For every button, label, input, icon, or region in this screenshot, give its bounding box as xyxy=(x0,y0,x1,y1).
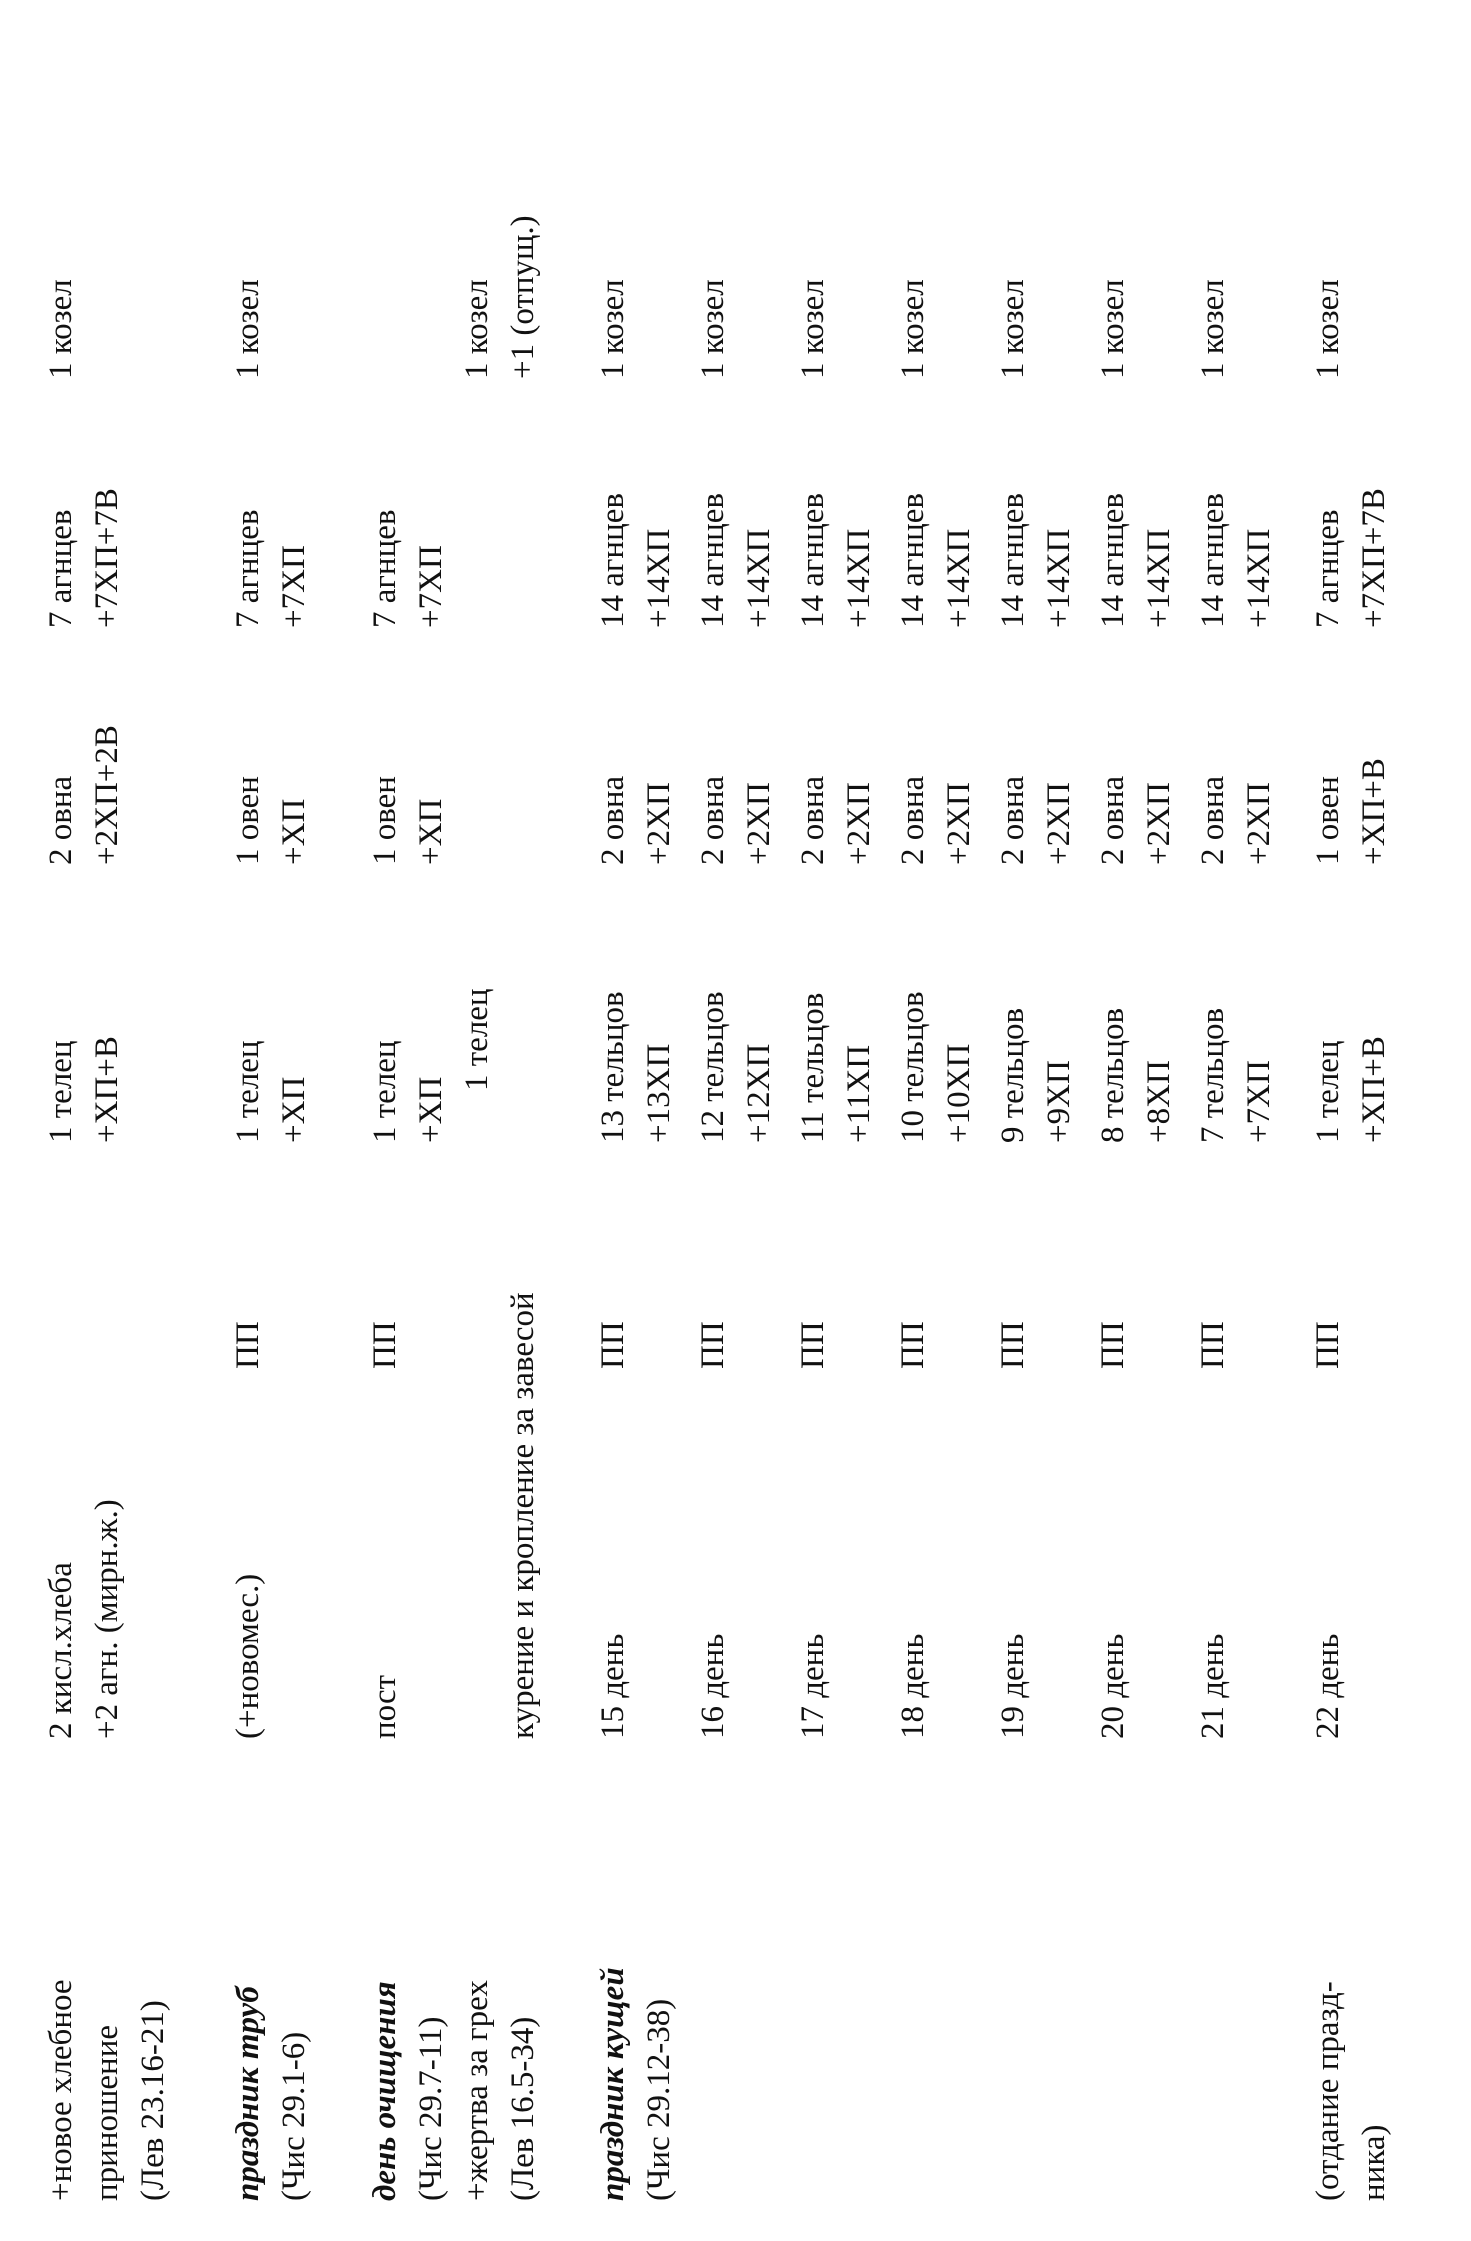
lambs-count: 14 агнцев xyxy=(1195,493,1231,628)
rams-count: 2 овна xyxy=(695,775,731,865)
bulls-cell xyxy=(225,1040,317,1143)
day-cell xyxy=(990,1634,1036,1739)
goat-count: 1 козел xyxy=(1095,279,1131,379)
goat-additions: +1 (отпущ.) xyxy=(505,215,541,379)
lambs-additions: +14ХП xyxy=(1241,528,1277,628)
pp-cell: ПП xyxy=(895,1321,931,1369)
feast-title: праздник труб xyxy=(230,1986,266,2201)
feast-reference: (Лев 16.5-34) xyxy=(505,2016,541,2201)
lambs-cell xyxy=(362,510,454,628)
pp-cell: ПП xyxy=(230,1321,266,1369)
day-cell xyxy=(1305,1634,1351,1739)
bulls-additions: +8ХП xyxy=(1141,1060,1177,1143)
rams-count: 2 овна xyxy=(595,775,631,865)
pp-cell: ПП xyxy=(367,1321,403,1369)
rams-cell xyxy=(362,776,454,865)
goat-count: 1 козел xyxy=(459,279,495,379)
rams-cell xyxy=(690,776,782,865)
lambs-additions: +7ХП xyxy=(276,545,312,628)
rams-additions: +2ХП xyxy=(741,782,777,865)
rams-additions: +2ХП xyxy=(1241,782,1277,865)
bulls-additions: +10ХП xyxy=(941,1043,977,1143)
lambs-cell xyxy=(1305,488,1397,628)
bulls-count: 8 тельцов xyxy=(1095,1007,1131,1143)
feast-cell xyxy=(38,1979,176,2201)
feast-reference: (Лев 23.16-21) xyxy=(135,2000,171,2201)
lambs-additions: +14ХП xyxy=(1141,528,1177,628)
bulls-additions: +11ХП xyxy=(841,1044,877,1143)
rams-count: 2 овна xyxy=(795,775,831,865)
day-line: 18 день xyxy=(895,1633,931,1739)
lambs-additions: +7ХП+7В xyxy=(1356,488,1392,628)
rams-cell xyxy=(790,776,882,865)
rams-cell xyxy=(38,725,130,865)
day-cell xyxy=(590,1634,636,1739)
bulls-count: 1 телец xyxy=(230,1040,266,1143)
feast-line: +новое хлебное xyxy=(43,1979,79,2201)
day-line: 16 день xyxy=(695,1633,731,1739)
goat-spacer xyxy=(408,215,454,379)
rams-count: 2 овна xyxy=(1095,775,1131,865)
bulls-cell xyxy=(362,988,500,1143)
bulls-cell xyxy=(38,1036,130,1143)
bulls-cell xyxy=(790,993,882,1143)
day-line: 15 день xyxy=(595,1633,631,1739)
day-cell xyxy=(790,1634,836,1739)
bulls-cell xyxy=(690,991,782,1143)
bulls-cell xyxy=(890,991,982,1143)
bulls-additions: +9ХП xyxy=(1041,1060,1077,1143)
feast-title: праздник кущей xyxy=(595,1967,631,2201)
day-line: (+новомес.) xyxy=(230,1573,266,1739)
lambs-count: 14 агнцев xyxy=(795,493,831,628)
lambs-count: 7 агнцев xyxy=(367,509,403,628)
bulls-count: 7 тельцов xyxy=(1195,1007,1231,1143)
bulls-count: 12 тельцов xyxy=(695,991,731,1143)
bulls-count: 1 телец xyxy=(43,1040,79,1143)
day-cell xyxy=(225,1574,271,1739)
rams-cell xyxy=(990,776,1082,865)
lambs-additions: +7ХП xyxy=(413,545,449,628)
day-line: 22 день xyxy=(1310,1633,1346,1739)
goat-count: 1 козел xyxy=(43,279,79,379)
day-cell xyxy=(362,1675,408,1739)
goat-count: 1 козел xyxy=(895,279,931,379)
feast-cell xyxy=(362,1980,546,2201)
feast-cell xyxy=(590,1967,682,2201)
goat-cell xyxy=(225,279,271,379)
pp-cell: ПП xyxy=(995,1321,1031,1369)
pp-cell: ПП xyxy=(1195,1321,1231,1369)
day-cell xyxy=(690,1634,736,1739)
lambs-count: 14 агнцев xyxy=(995,493,1031,628)
bulls-additions: +ХП+В xyxy=(1356,1036,1392,1143)
bulls-additions: +ХП+В xyxy=(89,1036,125,1143)
rams-additions: +2ХП xyxy=(1141,782,1177,865)
day-cell xyxy=(1090,1634,1136,1739)
lambs-count: 7 агнцев xyxy=(230,509,266,628)
day-cell xyxy=(890,1634,936,1739)
goat-cell xyxy=(1305,279,1351,379)
rams-additions: +2ХП xyxy=(841,782,877,865)
goat-cell xyxy=(1090,279,1136,379)
bulls-cell xyxy=(1305,1036,1397,1143)
feast-line: приношение xyxy=(89,2024,125,2201)
lambs-additions: +14ХП xyxy=(641,528,677,628)
goat-count: 1 козел xyxy=(795,279,831,379)
bulls-additions: +ХП xyxy=(413,1076,449,1143)
rams-additions: +ХП xyxy=(413,798,449,865)
rams-count: 1 овен xyxy=(1310,776,1346,865)
pp-cell: ПП xyxy=(1310,1321,1346,1369)
bulls-count: 13 тельцов xyxy=(595,991,631,1143)
feast-reference: (Чис 29.12-38) xyxy=(641,1998,677,2201)
lambs-additions: +14ХП xyxy=(841,528,877,628)
feast-line: +жертва за грех xyxy=(459,1980,495,2201)
day-line: пост xyxy=(367,1674,403,1739)
feast-reference: (Чис 29.7-11) xyxy=(413,2016,449,2201)
rams-count: 2 овна xyxy=(1195,775,1231,865)
rams-count: 1 овен xyxy=(230,776,266,865)
bulls-cell xyxy=(590,991,682,1143)
rams-additions: +ХП+В xyxy=(1356,758,1392,865)
feast-title: день очищения xyxy=(367,1981,403,2201)
lambs-additions: +14ХП xyxy=(741,528,777,628)
pp-cell: ПП xyxy=(595,1321,631,1369)
bulls-extra: 1 телец xyxy=(459,988,495,1091)
lambs-cell xyxy=(38,488,130,628)
day-line: 19 день xyxy=(995,1633,1031,1739)
goat-cell xyxy=(590,279,636,379)
feast-line: ника) xyxy=(1356,2124,1392,2201)
lambs-additions: +14ХП xyxy=(941,528,977,628)
bulls-count: 10 тельцов xyxy=(895,991,931,1143)
lambs-count: 14 агнцев xyxy=(895,493,931,628)
day-cell xyxy=(1190,1634,1236,1739)
bulls-additions: +7ХП xyxy=(1241,1060,1277,1143)
goat-cell xyxy=(990,279,1036,379)
rams-cell xyxy=(590,776,682,865)
pp-cell: ПП xyxy=(1095,1321,1131,1369)
feast-cell xyxy=(1305,1981,1397,2201)
incense-note: курение и кропление за завесой xyxy=(505,1292,541,1739)
rams-cell xyxy=(1190,776,1282,865)
day-line: 20 день xyxy=(1095,1633,1131,1739)
lambs-additions: +14ХП xyxy=(1041,528,1077,628)
bulls-cell xyxy=(990,1008,1082,1143)
day-cell xyxy=(38,1499,130,1739)
bulls-count: 1 телец xyxy=(1310,1040,1346,1143)
rams-count: 2 овна xyxy=(995,775,1031,865)
bulls-additions: +13ХП xyxy=(641,1043,677,1143)
rams-additions: +2ХП xyxy=(641,782,677,865)
feast-cell xyxy=(225,1986,317,2201)
goat-cell xyxy=(1190,279,1236,379)
rams-additions: +ХП xyxy=(276,798,312,865)
feast-reference: (Чис 29.1-6) xyxy=(276,2031,312,2201)
pp-cell: ПП xyxy=(695,1321,731,1369)
bulls-cell xyxy=(1090,1008,1182,1143)
lambs-cell xyxy=(590,493,682,628)
goat-spacer xyxy=(362,215,408,379)
bulls-count: 9 тельцов xyxy=(995,1007,1031,1143)
rams-count: 2 овна xyxy=(895,775,931,865)
day-line: +2 агн. (мирн.ж.) xyxy=(89,1499,125,1739)
bulls-additions: +12ХП xyxy=(741,1043,777,1143)
lambs-additions: +7ХП+7В xyxy=(89,488,125,628)
lambs-cell xyxy=(890,493,982,628)
goat-count: 1 козел xyxy=(695,279,731,379)
day-line: 2 кисл.хлеба xyxy=(43,1562,79,1739)
rams-count: 2 овна xyxy=(43,775,79,865)
lambs-cell xyxy=(225,510,317,628)
lambs-cell xyxy=(1190,493,1282,628)
lambs-count: 14 агнцев xyxy=(1095,493,1131,628)
day-line: 17 день xyxy=(795,1633,831,1739)
lambs-cell xyxy=(690,493,782,628)
goat-count: 1 козел xyxy=(1310,279,1346,379)
goat-cell xyxy=(790,279,836,379)
goat-cell xyxy=(890,279,936,379)
rams-additions: +2ХП xyxy=(941,782,977,865)
rams-count: 1 овен xyxy=(367,776,403,865)
bulls-count: 1 телец xyxy=(367,1040,403,1143)
bulls-count: 11 тельцов xyxy=(795,992,831,1143)
goat-count: 1 козел xyxy=(995,279,1031,379)
bulls-cell xyxy=(1190,1008,1282,1143)
lambs-count: 7 агнцев xyxy=(43,509,79,628)
goat-cell xyxy=(38,279,84,379)
goat-count: 1 козел xyxy=(595,279,631,379)
day-line: 21 день xyxy=(1195,1633,1231,1739)
rams-additions: +2ХП xyxy=(1041,782,1077,865)
lambs-cell xyxy=(790,493,882,628)
goat-cell xyxy=(362,215,546,379)
rams-cell xyxy=(1305,758,1397,865)
feast-line: (отдание празд- xyxy=(1310,1981,1346,2201)
rams-cell xyxy=(225,776,317,865)
rams-cell xyxy=(890,776,982,865)
bulls-additions: +ХП xyxy=(276,1076,312,1143)
lambs-count: 14 агнцев xyxy=(595,493,631,628)
goat-count: 1 козел xyxy=(1195,279,1231,379)
lambs-count: 14 агнцев xyxy=(695,493,731,628)
goat-cell xyxy=(690,279,736,379)
rams-additions: +2ХП+2В xyxy=(89,725,125,865)
pp-cell: ПП xyxy=(795,1321,831,1369)
rams-cell xyxy=(1090,776,1182,865)
lambs-cell xyxy=(990,493,1082,628)
lambs-cell xyxy=(1090,493,1182,628)
lambs-count: 7 агнцев xyxy=(1310,509,1346,628)
goat-count: 1 козел xyxy=(230,279,266,379)
